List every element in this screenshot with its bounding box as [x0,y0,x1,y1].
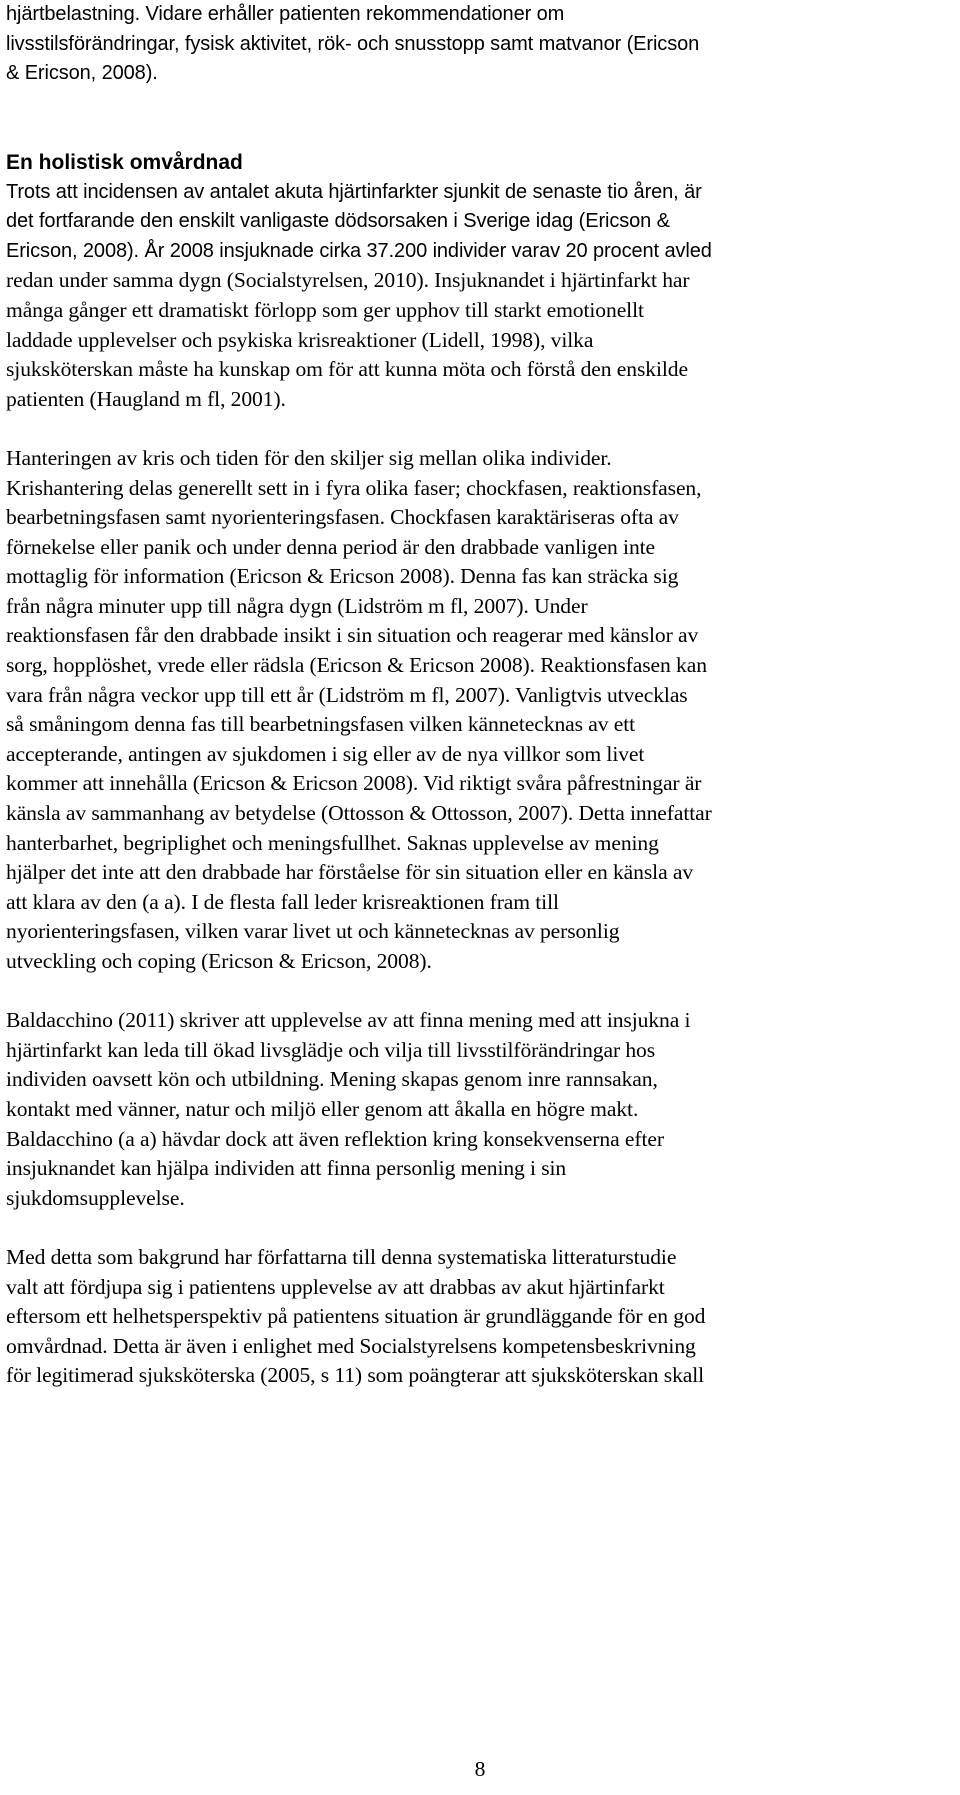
text-line: & Ericson, 2008). [6,62,158,85]
text-line: så småningom denna fas till bearbetningsfasen vilken kännetecknas av ett [6,712,636,737]
text-line: Hanteringen av kris och tiden för den skiljer sig mellan olika individer. [6,445,612,470]
text-line: Baldacchino (2011) skriver att upplevelse av att finna mening med att insjukna i [6,1008,691,1033]
paragraph-gap [6,89,956,119]
paragraph-meaning [6,1006,956,1213]
text-line: hjälper det inte att den drabbade har förståelse för sin situation eller en känsla av [6,860,694,885]
text-line: sjukdomsupplevelse. [6,1185,185,1210]
text-line: känsla av sammanhang av betydelse (Ottosson & Ottosson, 2007). Detta innefattar [6,801,712,826]
text-line: omvårdnad. Detta är även i enlighet med Socialstyrelsens kompetensbeskrivning [6,1333,696,1358]
text-line: Krishantering delas generellt sett in i fyra olika faser; chockfasen, reaktionsfasen, [6,475,702,500]
text-line: hanterbarhet, begriplighet och meningsfullhet. Saknas upplevelse av mening [6,830,659,855]
text-line: hjärtbelastning. Vidare erhåller patienten rekommendationer om [6,3,565,25]
text-line: redan under samma dygn (Socialstyrelsen, 2010). Insjuknandet i hjärtinfarkt har [6,268,690,293]
text-line: accepterande, antingen av sjukdomen i sig eller av de nya villkor som livet [6,741,645,766]
text-line: sjuksköterskan måste ha kunskap om för att kunna möta och förstå den enskilde [6,357,688,382]
text-line: många gånger ett dramatiskt förlopp som ger upphov till starkt emotionellt [6,297,644,322]
text-line: förnekelse eller panik och under denna period är den drabbade vanligen inte [6,534,656,559]
text-line: att klara av den (a a). I de flesta fall leder krisreaktionen fram till [6,889,559,914]
text-line: Baldacchino (a a) hävdar dock att även reflektion kring konsekvenserna efter [6,1126,664,1151]
text-line: vara från några veckor upp till ett år (Lidström m fl, 2007). Vanligtvis utvecklas [6,682,688,707]
paragraph-aim [6,1243,956,1391]
paragraph-gap [6,118,956,148]
page-number: 8 [474,1757,486,1781]
section-heading: En holistisk omvårdnad [6,150,243,174]
text-line: Ericson, 2008). År 2008 insjuknade cirka 37.200 individer varav 20 procent avled [6,239,712,262]
text-line: reaktionsfasen får den drabbade insikt i sin situation och reagerar med känslor av [6,623,699,648]
paragraph-crisis-phases [6,444,956,977]
paragraph-gap [6,1213,956,1243]
text-line: insjuknandet kan hjälpa individen att finna personlig mening i sin [6,1156,567,1181]
text-line: patienten (Haugland m fl, 2001). [6,386,286,411]
text-line: för legitimerad sjuksköterska (2005, s 11) som poängterar att sjuksköterskan skall [6,1363,705,1388]
text-line: mottaglig för information (Ericson & Ericson 2008). Denna fas kan sträcka sig [6,564,679,589]
text-line: kommer att innehålla (Ericson & Ericson 2008). Vid riktigt svåra påfrestningar är [6,771,702,796]
paragraph-intro [6,0,956,89]
text-line: nyorienteringsfasen, vilken varar livet ut och kännetecknas av personlig [6,919,620,944]
text-line: individen oavsett kön och utbildning. Mening skapas genom inre rannsakan, [6,1067,658,1092]
text-line: eftersom ett helhetsperspektiv på patientens situation är grundläggande för en god [6,1304,706,1329]
text-line: kontakt med vänner, natur och miljö eller genom att åkalla en högre makt. [6,1096,639,1121]
text-line: laddade upplevelser och psykiska krisreaktioner (Lidell, 1998), vilka [6,327,594,352]
paragraph-incidence [6,178,956,415]
text-line: sorg, hopplöshet, vrede eller rädsla (Ericson & Ericson 2008). Reaktionsfasen kan [6,653,707,678]
text-line: livsstilsförändringar, fysisk aktivitet, rök- och snusstopp samt matvanor (Ericson [6,32,700,55]
text-line: Med detta som bakgrund har författarna till denna systematiska litteraturstudie [6,1244,677,1269]
document-page [6,0,956,1391]
paragraph-gap [6,414,956,444]
paragraph-gap [6,977,956,1007]
text-line: valt att fördjupa sig i patientens upplevelse av att drabbas av akut hjärtinfarkt [6,1274,665,1299]
text-line: hjärtinfarkt kan leda till ökad livsglädje och vilja till livsstilförändringar hos [6,1037,656,1062]
text-line: bearbetningsfasen samt nyorienteringsfasen. Chockfasen karaktäriseras ofta av [6,505,679,530]
text-line: från några minuter upp till några dygn (Lidström m fl, 2007). Under [6,593,588,618]
text-line: Trots att incidensen av antalet akuta hjärtinfarkter sjunkit de senaste tio åren, är [6,180,702,203]
text-line: det fortfarande den enskilt vanligaste dödsorsaken i Sverige idag (Ericson & [6,210,670,233]
text-line: utveckling och coping (Ericson & Ericson, 2008). [6,949,432,973]
